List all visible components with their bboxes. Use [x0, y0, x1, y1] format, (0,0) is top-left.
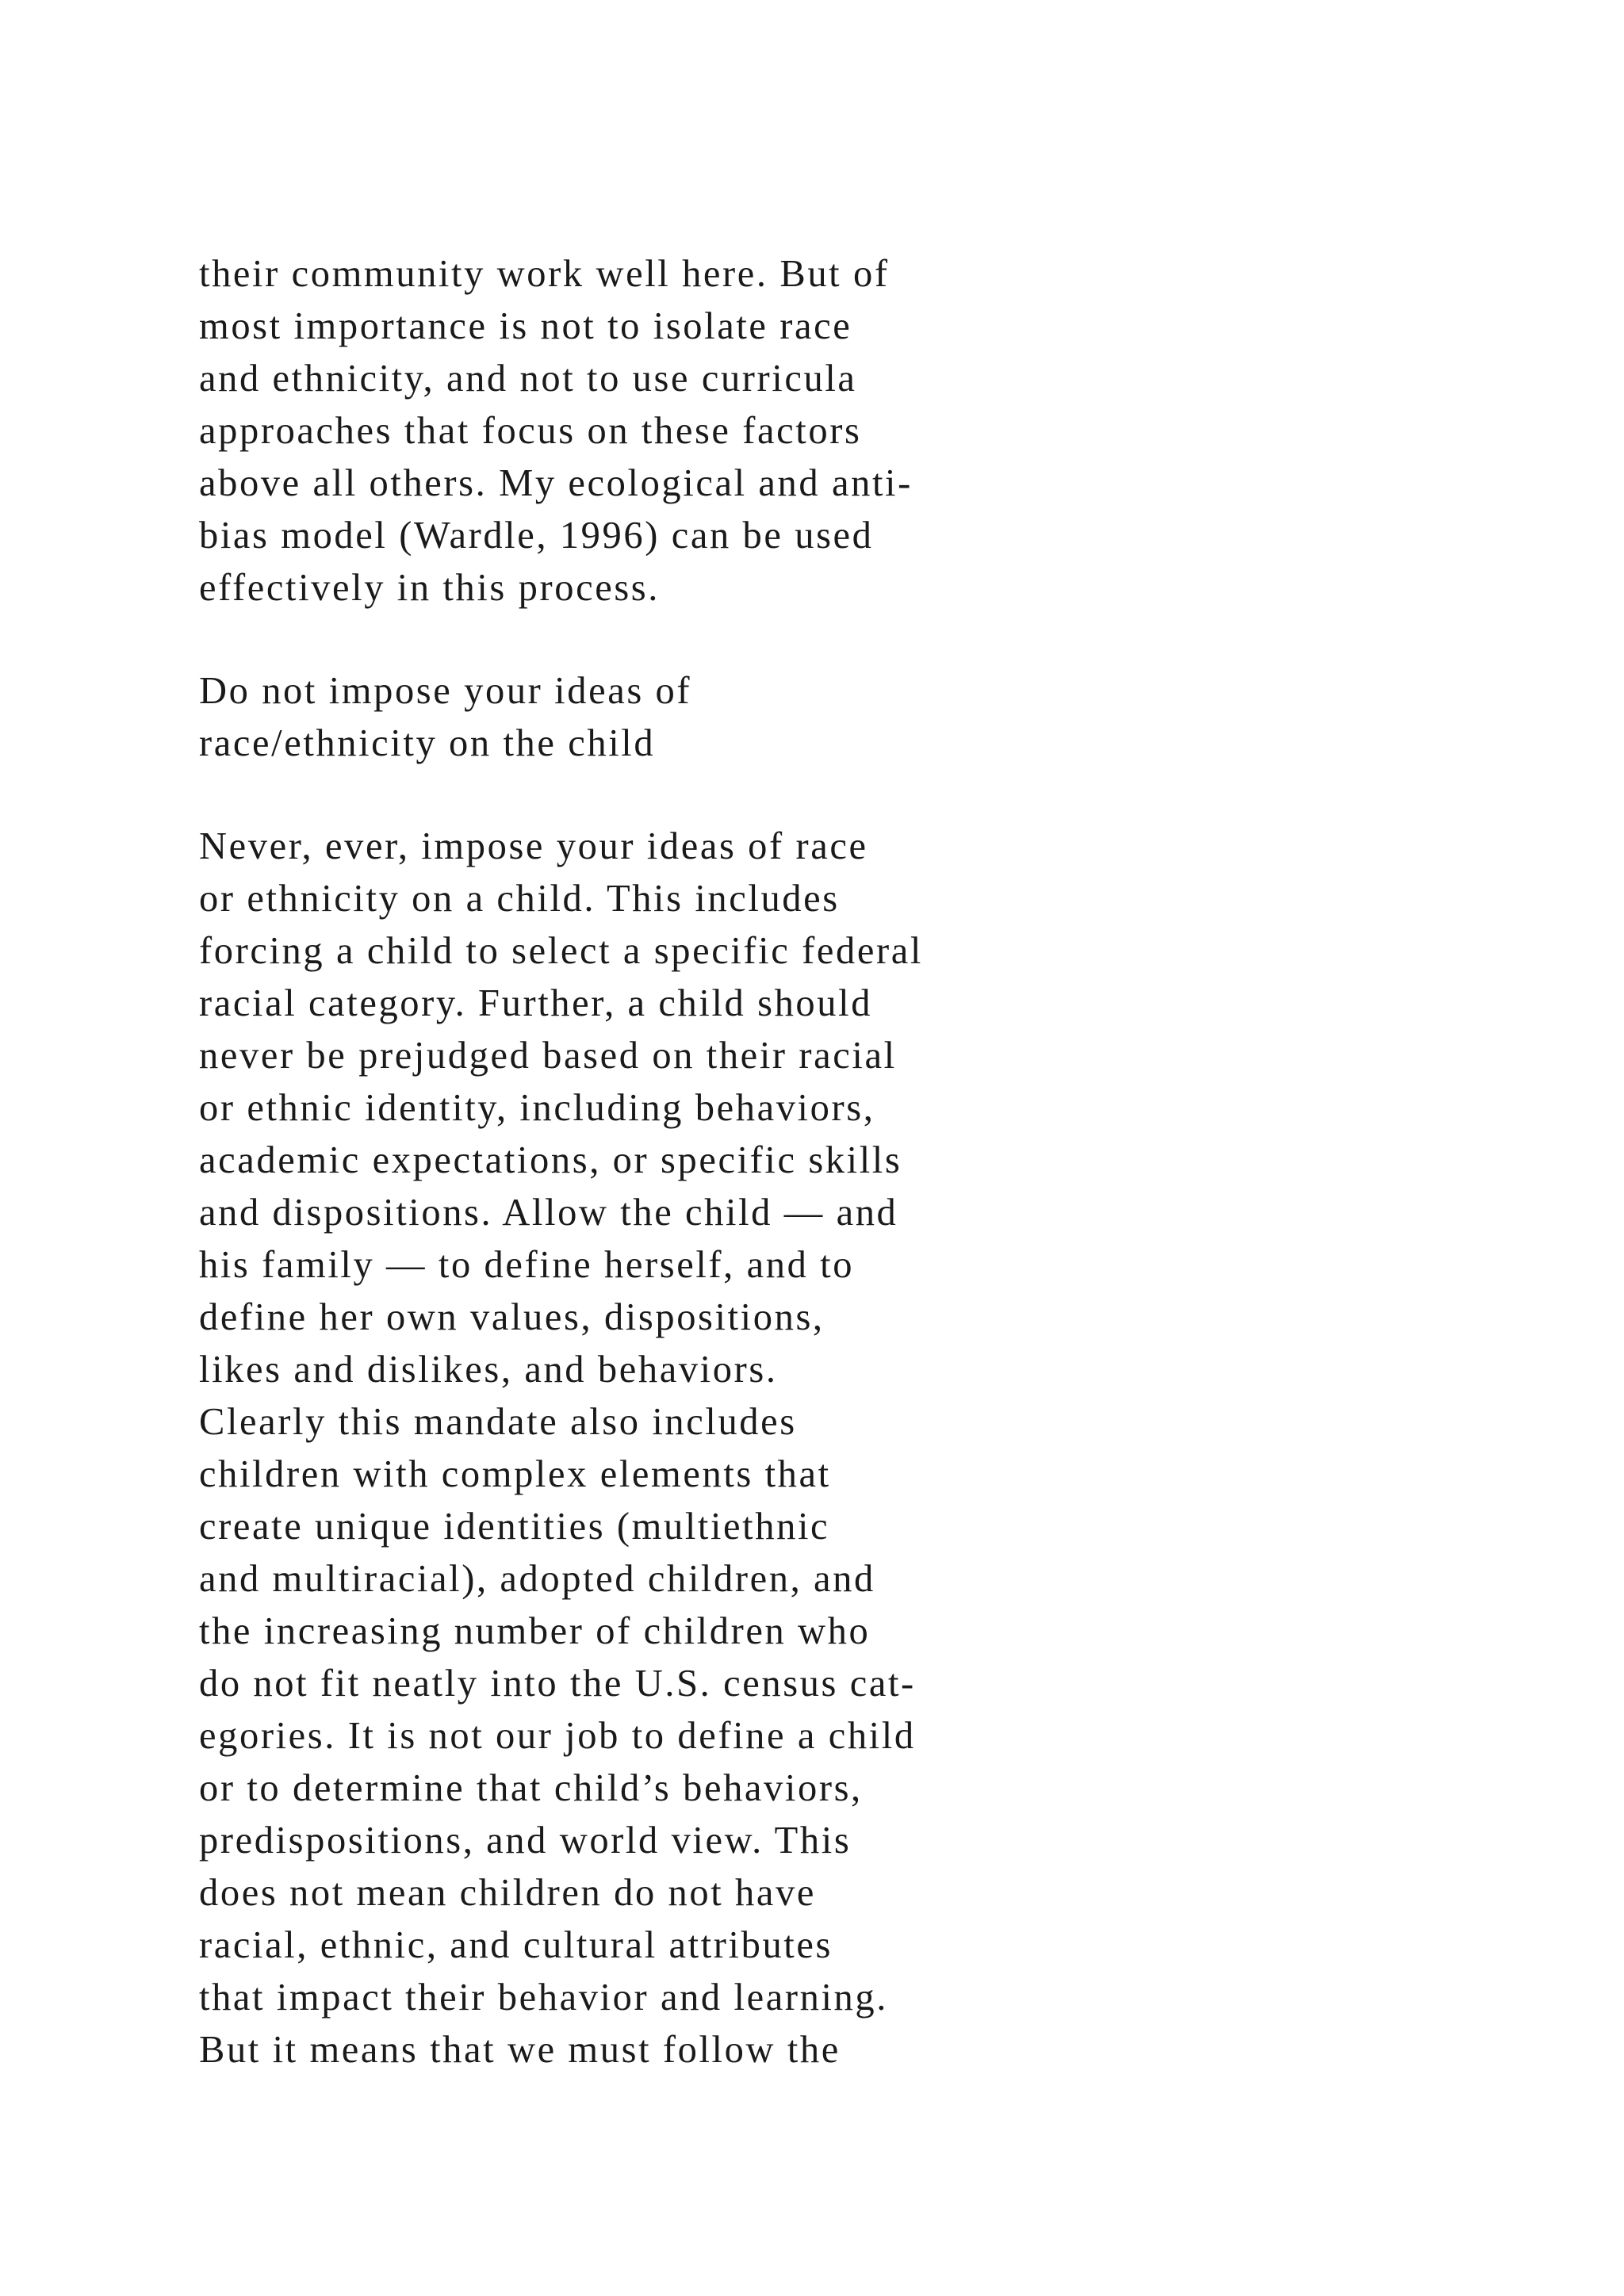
- text-line: define her own values, dispositions,: [199, 1296, 825, 1338]
- text-line: never be prejudged based on their racial: [199, 1035, 897, 1077]
- text-line: or to determine that child’s behaviors,: [199, 1767, 863, 1809]
- text-line: and multiracial), adopted children, and: [199, 1558, 875, 1600]
- text-line: that impact their behavior and learning.: [199, 1976, 888, 2019]
- text-line: children with complex elements that: [199, 1453, 831, 1495]
- text-line: racial category. Further, a child should: [199, 982, 873, 1024]
- text-line: academic expectations, or specific skills: [199, 1139, 902, 1181]
- text-line: effectively in this process.: [199, 567, 661, 609]
- text-line: forcing a child to select a specific federal: [199, 930, 923, 972]
- paragraph-gap: [199, 770, 1388, 821]
- text-line: But it means that we must follow the: [199, 2029, 841, 2071]
- text-line: bias model (Wardle, 1996) can be used: [199, 515, 874, 557]
- text-line: racial, ethnic, and cultural attributes: [199, 1924, 833, 1966]
- text-line: above all others. My ecological and anti-: [199, 462, 913, 504]
- heading-line: Do not impose your ideas of: [199, 670, 692, 712]
- text-line: likes and dislikes, and behaviors.: [199, 1349, 778, 1391]
- text-line: their community work well here. But of: [199, 253, 890, 295]
- text-line: create unique identities (multiethnic: [199, 1506, 830, 1548]
- text-line: approaches that focus on these factors: [199, 410, 862, 452]
- text-line: and ethnicity, and not to use curricula: [199, 358, 857, 400]
- paragraph-1: [199, 248, 1388, 614]
- text-line: Clearly this mandate also includes: [199, 1401, 797, 1443]
- body-text: [199, 248, 1388, 2076]
- text-line: most importance is not to isolate race: [199, 305, 852, 347]
- text-line: or ethnicity on a child. This includes: [199, 878, 840, 920]
- text-line: predispositions, and world view. This: [199, 1820, 852, 1862]
- text-line: the increasing number of children who: [199, 1610, 871, 1652]
- paragraph-gap: [199, 614, 1388, 665]
- section-heading: [199, 665, 1388, 770]
- text-line: does not mean children do not have: [199, 1872, 816, 1914]
- text-line: egories. It is not our job to define a child: [199, 1715, 916, 1757]
- text-line: and dispositions. Allow the child — and: [199, 1192, 898, 1234]
- heading-line: race/ethnicity on the child: [199, 722, 656, 764]
- text-line: do not fit neatly into the U.S. census cat-: [199, 1663, 916, 1705]
- paragraph-2: [199, 821, 1388, 2076]
- text-line: or ethnic identity, including behaviors,: [199, 1087, 875, 1129]
- text-line: Never, ever, impose your ideas of race: [199, 825, 868, 867]
- text-line: his family — to define herself, and to: [199, 1244, 855, 1286]
